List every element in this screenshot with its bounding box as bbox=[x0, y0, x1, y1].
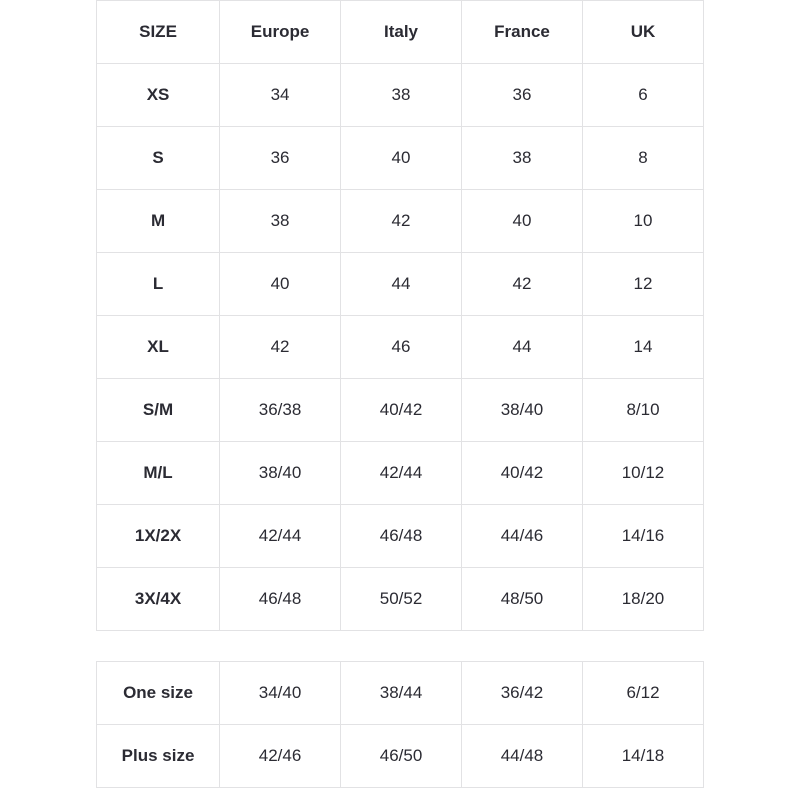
cell-italy: 46/50 bbox=[341, 725, 462, 788]
cell-size: L bbox=[97, 253, 220, 316]
table-row bbox=[97, 379, 704, 442]
cell-size: XL bbox=[97, 316, 220, 379]
column-header-italy: Italy bbox=[341, 1, 462, 64]
one-size-conversion-table bbox=[96, 661, 704, 788]
cell-france: 38 bbox=[462, 127, 583, 190]
cell-france: 44/46 bbox=[462, 505, 583, 568]
cell-uk: 14/16 bbox=[582, 505, 703, 568]
cell-france: 48/50 bbox=[462, 568, 583, 631]
cell-uk: 8 bbox=[582, 127, 703, 190]
cell-france: 36 bbox=[462, 64, 583, 127]
cell-italy: 44 bbox=[341, 253, 462, 316]
cell-europe: 40 bbox=[220, 253, 341, 316]
cell-france: 40 bbox=[462, 190, 583, 253]
cell-uk: 10/12 bbox=[582, 442, 703, 505]
table-row bbox=[97, 568, 704, 631]
cell-size: M bbox=[97, 190, 220, 253]
cell-size: One size bbox=[97, 662, 220, 725]
table-row bbox=[97, 127, 704, 190]
cell-size: Plus size bbox=[97, 725, 220, 788]
cell-italy: 46 bbox=[341, 316, 462, 379]
cell-italy: 38 bbox=[341, 64, 462, 127]
column-header-size: SIZE bbox=[97, 1, 220, 64]
table-row bbox=[97, 662, 704, 725]
column-header-europe: Europe bbox=[220, 1, 341, 64]
cell-size: XS bbox=[97, 64, 220, 127]
table-header bbox=[97, 1, 704, 64]
cell-europe: 36 bbox=[220, 127, 341, 190]
cell-italy: 38/44 bbox=[341, 662, 462, 725]
cell-uk: 14 bbox=[582, 316, 703, 379]
cell-uk: 12 bbox=[582, 253, 703, 316]
column-header-uk: UK bbox=[582, 1, 703, 64]
cell-france: 36/42 bbox=[462, 662, 583, 725]
cell-size: 3X/4X bbox=[97, 568, 220, 631]
cell-europe: 34 bbox=[220, 64, 341, 127]
cell-italy: 40/42 bbox=[341, 379, 462, 442]
table-spacer bbox=[96, 631, 704, 661]
cell-france: 40/42 bbox=[462, 442, 583, 505]
table-row bbox=[97, 505, 704, 568]
cell-france: 38/40 bbox=[462, 379, 583, 442]
cell-europe: 38/40 bbox=[220, 442, 341, 505]
cell-italy: 40 bbox=[341, 127, 462, 190]
cell-uk: 6 bbox=[582, 64, 703, 127]
cell-france: 44/48 bbox=[462, 725, 583, 788]
cell-europe: 46/48 bbox=[220, 568, 341, 631]
table-row bbox=[97, 316, 704, 379]
table-row bbox=[97, 190, 704, 253]
page-bottom-space bbox=[96, 788, 704, 800]
table-row bbox=[97, 64, 704, 127]
cell-europe: 42 bbox=[220, 316, 341, 379]
cell-europe: 38 bbox=[220, 190, 341, 253]
cell-france: 42 bbox=[462, 253, 583, 316]
cell-italy: 46/48 bbox=[341, 505, 462, 568]
cell-size: S/M bbox=[97, 379, 220, 442]
cell-europe: 42/46 bbox=[220, 725, 341, 788]
table-row bbox=[97, 725, 704, 788]
cell-france: 44 bbox=[462, 316, 583, 379]
cell-size: 1X/2X bbox=[97, 505, 220, 568]
cell-uk: 8/10 bbox=[582, 379, 703, 442]
cell-size: M/L bbox=[97, 442, 220, 505]
table-row bbox=[97, 253, 704, 316]
cell-uk: 10 bbox=[582, 190, 703, 253]
table-body bbox=[97, 662, 704, 788]
cell-italy: 42/44 bbox=[341, 442, 462, 505]
cell-europe: 34/40 bbox=[220, 662, 341, 725]
table-body bbox=[97, 64, 704, 631]
cell-uk: 14/18 bbox=[582, 725, 703, 788]
cell-italy: 42 bbox=[341, 190, 462, 253]
cell-uk: 6/12 bbox=[582, 662, 703, 725]
cell-italy: 50/52 bbox=[341, 568, 462, 631]
size-conversion-table bbox=[96, 0, 704, 631]
cell-europe: 36/38 bbox=[220, 379, 341, 442]
column-header-france: France bbox=[462, 1, 583, 64]
cell-uk: 18/20 bbox=[582, 568, 703, 631]
cell-size: S bbox=[97, 127, 220, 190]
table-row bbox=[97, 442, 704, 505]
table-header-row bbox=[97, 1, 704, 64]
cell-europe: 42/44 bbox=[220, 505, 341, 568]
